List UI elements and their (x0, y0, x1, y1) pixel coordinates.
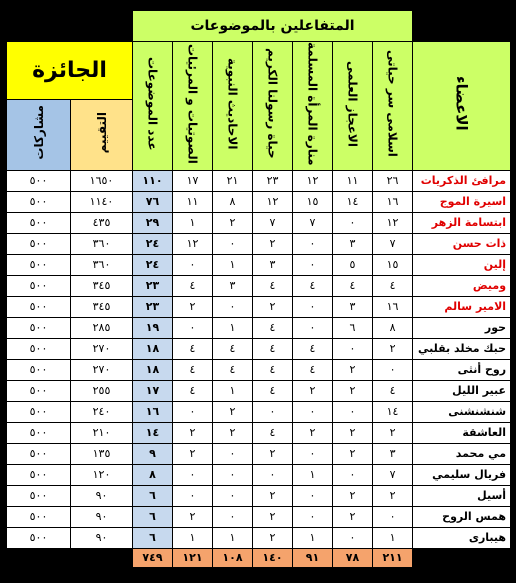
cell-participations: ٥٠٠ (7, 464, 71, 485)
member-name: حبك مخلد بقلبي (413, 338, 511, 359)
cell-topics: ١٨ (133, 338, 173, 359)
member-name: ذات حسن (413, 233, 511, 254)
total-islam: ٢١١ (373, 548, 413, 567)
award-title: الجائزة (7, 42, 133, 100)
cell-islam: ١٤ (373, 401, 413, 422)
cell-woman: ٢ (293, 380, 333, 401)
cell-topics: ٢٣ (133, 296, 173, 317)
cell-life: ٢ (253, 233, 293, 254)
cell-rating: ٣٤٥ (71, 296, 133, 317)
cell-life: ٤ (253, 317, 293, 338)
col-rating-header: التقييم (71, 99, 133, 170)
table-row (7, 443, 511, 464)
cell-islam: ١٦ (373, 191, 413, 212)
cell-islam: ٠ (373, 506, 413, 527)
cell-life: ٧ (253, 212, 293, 233)
col-muslim-woman-header: منارة المرأة المسلمة (293, 42, 333, 171)
cell-rating: ١٣٥ (71, 443, 133, 464)
cell-topics: ٢٩ (133, 212, 173, 233)
member-name: ابتسامة الزهر (413, 212, 511, 233)
cell-hadith: ١ (213, 380, 253, 401)
table-row (7, 359, 511, 380)
cell-sci: ٢ (333, 485, 373, 506)
cell-topics: ١١٠ (133, 170, 173, 191)
cell-audio: ٤ (173, 275, 213, 296)
cell-islam: ٤ (373, 275, 413, 296)
cell-woman: ٤ (293, 359, 333, 380)
cell-participations: ٥٠٠ (7, 401, 71, 422)
blank-corner-right (413, 11, 511, 42)
cell-audio: ٠ (173, 485, 213, 506)
interactors-title: المتفاعلين بالموضوعات (133, 11, 413, 42)
cell-topics: ٩ (133, 443, 173, 464)
cell-woman: ١٢ (293, 170, 333, 191)
cell-hadith: ١ (213, 254, 253, 275)
cell-islam: ٢ (373, 485, 413, 506)
cell-audio: ٤ (173, 338, 213, 359)
cell-sci: ١١ (333, 170, 373, 191)
table-row (7, 401, 511, 422)
member-name: مي محمد (413, 443, 511, 464)
cell-woman: ١ (293, 527, 333, 548)
table-row (7, 317, 511, 338)
member-name: مرافئ الذكريات (413, 170, 511, 191)
table-row (7, 212, 511, 233)
cell-life: ٠ (253, 401, 293, 422)
cell-sci: ٢ (333, 506, 373, 527)
cell-hadith: ٠ (213, 485, 253, 506)
table-row (7, 506, 511, 527)
cell-life: ١٢ (253, 191, 293, 212)
cell-sci: ٠ (333, 464, 373, 485)
cell-participations: ٥٠٠ (7, 443, 71, 464)
cell-life: ٤ (253, 422, 293, 443)
cell-sci: ٢ (333, 380, 373, 401)
cell-hadith: ٠ (213, 233, 253, 254)
col-prophet-life-header: حياة رسولنا الكريم (253, 42, 293, 171)
cell-topics: ١٦ (133, 401, 173, 422)
cell-islam: ٧ (373, 464, 413, 485)
total-topics: ٧٤٩ (133, 548, 173, 567)
cell-participations: ٥٠٠ (7, 422, 71, 443)
table-row (7, 233, 511, 254)
member-name: اسيرة الموج (413, 191, 511, 212)
cell-rating: ٢٧٠ (71, 338, 133, 359)
cell-hadith: ٠ (213, 443, 253, 464)
cell-participations: ٥٠٠ (7, 380, 71, 401)
cell-participations: ٥٠٠ (7, 485, 71, 506)
cell-audio: ٠ (173, 464, 213, 485)
cell-participations: ٥٠٠ (7, 506, 71, 527)
cell-islam: ٧ (373, 233, 413, 254)
cell-islam: ٤ (373, 380, 413, 401)
cell-audio: ١ (173, 212, 213, 233)
cell-life: ٤ (253, 275, 293, 296)
cell-rating: ٣٦٠ (71, 233, 133, 254)
cell-topics: ٨ (133, 464, 173, 485)
cell-participations: ٥٠٠ (7, 170, 71, 191)
cell-woman: ٧ (293, 212, 333, 233)
cell-hadith: ٤ (213, 359, 253, 380)
cell-islam: ٢٦ (373, 170, 413, 191)
cell-life: ٢ (253, 527, 293, 548)
blank-bottom (7, 548, 133, 567)
cell-participations: ٥٠٠ (7, 317, 71, 338)
cell-life: ٢ (253, 506, 293, 527)
member-name: شنشنشنى (413, 401, 511, 422)
cell-audio: ١٧ (173, 170, 213, 191)
cell-hadith: ٠ (213, 296, 253, 317)
table-row (7, 464, 511, 485)
cell-rating: ٤٣٥ (71, 212, 133, 233)
cell-woman: ٤ (293, 338, 333, 359)
col-hadith-header: الاحاديث النبوية (213, 42, 253, 171)
cell-life: ٢ (253, 485, 293, 506)
cell-audio: ١١ (173, 191, 213, 212)
cell-rating: ٢٤٠ (71, 401, 133, 422)
member-name: أسيل (413, 485, 511, 506)
cell-rating: ٣٤٥ (71, 275, 133, 296)
cell-sci: ٤ (333, 275, 373, 296)
cell-islam: ٢ (373, 338, 413, 359)
cell-sci: ٠ (333, 338, 373, 359)
cell-sci: ٥ (333, 254, 373, 275)
cell-rating: ٩٠ (71, 485, 133, 506)
cell-hadith: ٢ (213, 422, 253, 443)
table-row (7, 170, 511, 191)
cell-rating: ١١٤٠ (71, 191, 133, 212)
cell-audio: ٢ (173, 506, 213, 527)
table-row (7, 338, 511, 359)
cell-participations: ٥٠٠ (7, 338, 71, 359)
cell-islam: ٢ (373, 422, 413, 443)
cell-islam: ٠ (373, 359, 413, 380)
cell-life: ٠ (253, 464, 293, 485)
member-name: فريال سليمي (413, 464, 511, 485)
cell-audio: ٢ (173, 443, 213, 464)
cell-sci: ١٤ (333, 191, 373, 212)
cell-audio: ٠ (173, 254, 213, 275)
cell-islam: ١٦ (373, 296, 413, 317)
cell-hadith: ٣ (213, 275, 253, 296)
cell-audio: ١٢ (173, 233, 213, 254)
total-hadith: ١٠٨ (213, 548, 253, 567)
cell-participations: ٥٠٠ (7, 296, 71, 317)
cell-topics: ١٨ (133, 359, 173, 380)
cell-participations: ٥٠٠ (7, 233, 71, 254)
cell-woman: ١ (293, 464, 333, 485)
cell-topics: ٦ (133, 506, 173, 527)
cell-participations: ٥٠٠ (7, 359, 71, 380)
cell-participations: ٥٠٠ (7, 275, 71, 296)
table-row (7, 254, 511, 275)
total-woman: ٩١ (293, 548, 333, 567)
blank-bottom-right (413, 548, 511, 567)
col-topics-header: عدد الموضوعات (133, 42, 173, 171)
cell-participations: ٥٠٠ (7, 191, 71, 212)
cell-hadith: ٤ (213, 338, 253, 359)
cell-hadith: ٢ (213, 401, 253, 422)
cell-hadith: ١ (213, 527, 253, 548)
table-row (7, 275, 511, 296)
cell-rating: ٢٥٥ (71, 380, 133, 401)
cell-life: ٤ (253, 359, 293, 380)
cell-islam: ٨ (373, 317, 413, 338)
cell-rating: ٩٠ (71, 506, 133, 527)
cell-audio: ١ (173, 527, 213, 548)
cell-audio: ٠ (173, 317, 213, 338)
cell-rating: ١٢٠ (71, 464, 133, 485)
table-row (7, 296, 511, 317)
table-row (7, 422, 511, 443)
cell-audio: ٤ (173, 359, 213, 380)
cell-sci: ٠ (333, 527, 373, 548)
cell-woman: ٢ (293, 422, 333, 443)
cell-islam: ١٢ (373, 212, 413, 233)
table-row (7, 191, 511, 212)
cell-topics: ٢٤ (133, 233, 173, 254)
cell-life: ٢٣ (253, 170, 293, 191)
cell-topics: ١٩ (133, 317, 173, 338)
cell-hadith: ٨ (213, 191, 253, 212)
cell-sci: ٠ (333, 401, 373, 422)
total-sci: ٧٨ (333, 548, 373, 567)
cell-topics: ٦ (133, 485, 173, 506)
cell-islam: ١ (373, 527, 413, 548)
table-row (7, 527, 511, 548)
cell-participations: ٥٠٠ (7, 254, 71, 275)
cell-sci: ٦ (333, 317, 373, 338)
cell-life: ٣ (253, 254, 293, 275)
cell-rating: ٢٨٥ (71, 317, 133, 338)
cell-rating: ١٦٥٠ (71, 170, 133, 191)
cell-topics: ٢٤ (133, 254, 173, 275)
member-name: إلين (413, 254, 511, 275)
cell-life: ٢ (253, 443, 293, 464)
member-name: الامير سالم (413, 296, 511, 317)
cell-hadith: ٠ (213, 464, 253, 485)
cell-woman: ٠ (293, 296, 333, 317)
member-name: همس الروح (413, 506, 511, 527)
cell-woman: ٠ (293, 443, 333, 464)
cell-hadith: ٢ (213, 212, 253, 233)
cell-topics: ١٧ (133, 380, 173, 401)
total-audio: ١٢١ (173, 548, 213, 567)
cell-woman: ٠ (293, 401, 333, 422)
cell-life: ٢ (253, 296, 293, 317)
member-name: عبير الليل (413, 380, 511, 401)
total-life: ١٤٠ (253, 548, 293, 567)
table-row (7, 380, 511, 401)
cell-topics: ٦ (133, 527, 173, 548)
cell-audio: ٢ (173, 422, 213, 443)
cell-hadith: ٢١ (213, 170, 253, 191)
cell-woman: ٠ (293, 506, 333, 527)
cell-life: ٤ (253, 338, 293, 359)
cell-sci: ٢ (333, 443, 373, 464)
cell-woman: ٠ (293, 233, 333, 254)
member-name: العاشقة (413, 422, 511, 443)
member-name: روح أنثى (413, 359, 511, 380)
cell-rating: ٣٦٠ (71, 254, 133, 275)
cell-woman: ٠ (293, 254, 333, 275)
cell-topics: ٧٦ (133, 191, 173, 212)
cell-hadith: ٠ (213, 506, 253, 527)
cell-rating: ٩٠ (71, 527, 133, 548)
cell-rating: ٢١٠ (71, 422, 133, 443)
col-scientific-header: الاعجاز العلمى (333, 42, 373, 171)
cell-sci: ٣ (333, 296, 373, 317)
col-participations-header: مشاركات (7, 99, 71, 170)
cell-woman: ٠ (293, 485, 333, 506)
member-name: وميض (413, 275, 511, 296)
score-table (6, 10, 511, 568)
cell-audio: ٢ (173, 296, 213, 317)
cell-participations: ٥٠٠ (7, 212, 71, 233)
cell-participations: ٥٠٠ (7, 527, 71, 548)
cell-sci: ٠ (333, 212, 373, 233)
cell-sci: ٢ (333, 422, 373, 443)
cell-topics: ١٤ (133, 422, 173, 443)
cell-audio: ٠ (173, 401, 213, 422)
cell-sci: ٢ (333, 359, 373, 380)
cell-topics: ٢٣ (133, 275, 173, 296)
cell-islam: ٣ (373, 443, 413, 464)
cell-audio: ٤ (173, 380, 213, 401)
cell-hadith: ١ (213, 317, 253, 338)
cell-rating: ٢٧٠ (71, 359, 133, 380)
table-row (7, 485, 511, 506)
col-islam-header: اسلامى سر حياتى (373, 42, 413, 171)
cell-sci: ٣ (333, 233, 373, 254)
cell-woman: ٠ (293, 317, 333, 338)
member-name: هيبارى (413, 527, 511, 548)
members-header: الاعضاء (413, 42, 511, 171)
cell-woman: ١٥ (293, 191, 333, 212)
cell-islam: ١٥ (373, 254, 413, 275)
cell-woman: ٤ (293, 275, 333, 296)
col-audio-visual-header: الصوتيات و المرئيات (173, 42, 213, 171)
cell-life: ٤ (253, 380, 293, 401)
blank-corner (7, 11, 133, 42)
member-name: حور (413, 317, 511, 338)
